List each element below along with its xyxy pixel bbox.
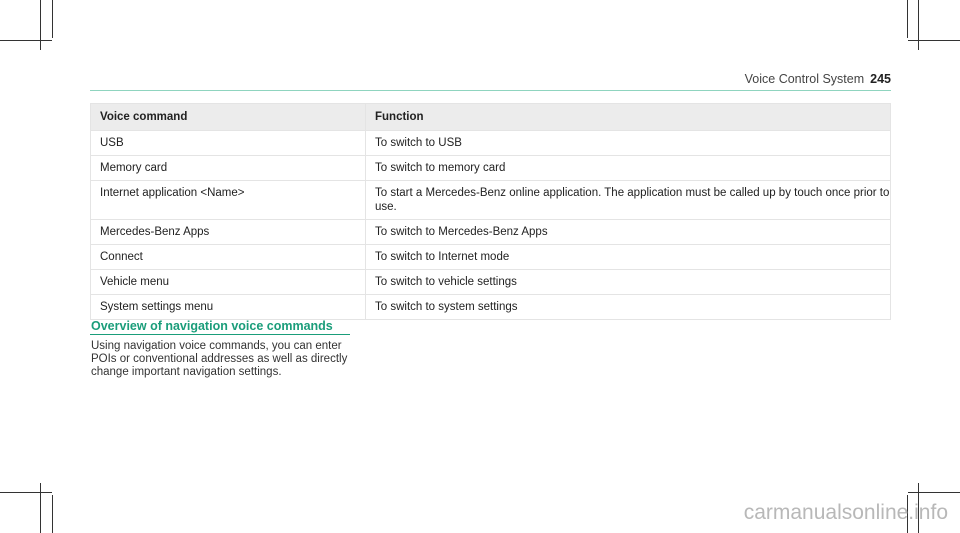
voice-command-cell: Internet application <Name>: [91, 181, 366, 220]
voice-command-cell: System settings menu: [91, 295, 366, 320]
column-header-function: Function: [366, 104, 891, 131]
table-row: [91, 295, 891, 320]
voice-command-table: [90, 103, 891, 320]
running-header: [745, 72, 891, 86]
table-row: [91, 220, 891, 245]
section-heading-underline: [90, 334, 350, 335]
voice-command-cell: Mercedes-Benz Apps: [91, 220, 366, 245]
function-cell: To start a Mercedes-Benz online application. The application must be called up by touch once prior to use.: [366, 181, 891, 220]
function-cell: To switch to vehicle settings: [366, 270, 891, 295]
function-cell: To switch to memory card: [366, 156, 891, 181]
crop-mark: [0, 492, 52, 493]
voice-command-cell: USB: [91, 131, 366, 156]
watermark: carmanualsonline.info: [743, 501, 948, 524]
function-cell: To switch to system settings: [366, 295, 891, 320]
voice-command-cell: Memory card: [91, 156, 366, 181]
crop-mark: [52, 0, 53, 38]
section-paragraph: Using navigation voice commands, you can enter POIs or conventional addresses as well as directly change important navigation settings.: [91, 340, 348, 378]
crop-mark: [52, 495, 53, 533]
function-cell: To switch to USB: [366, 131, 891, 156]
table-row: [91, 270, 891, 295]
section-heading: Overview of navigation voice commands: [91, 319, 333, 333]
voice-command-cell: Vehicle menu: [91, 270, 366, 295]
voice-command-cell: Connect: [91, 245, 366, 270]
table-row: [91, 245, 891, 270]
crop-mark: [907, 0, 908, 38]
column-header-voice-command: Voice command: [91, 104, 366, 131]
crop-mark: [908, 40, 960, 41]
table-row: [91, 181, 891, 220]
crop-mark: [918, 0, 919, 50]
header-title: Voice Control System: [744, 72, 865, 86]
table-header-row: [91, 104, 891, 131]
table-row: [91, 156, 891, 181]
crop-mark: [908, 492, 960, 493]
crop-mark: [40, 0, 41, 50]
table-row: [91, 131, 891, 156]
crop-mark: [0, 40, 52, 41]
header-divider: [90, 90, 891, 91]
page-number: 245: [870, 72, 891, 86]
function-cell: To switch to Mercedes-Benz Apps: [366, 220, 891, 245]
crop-mark: [40, 483, 41, 533]
function-cell: To switch to Internet mode: [366, 245, 891, 270]
